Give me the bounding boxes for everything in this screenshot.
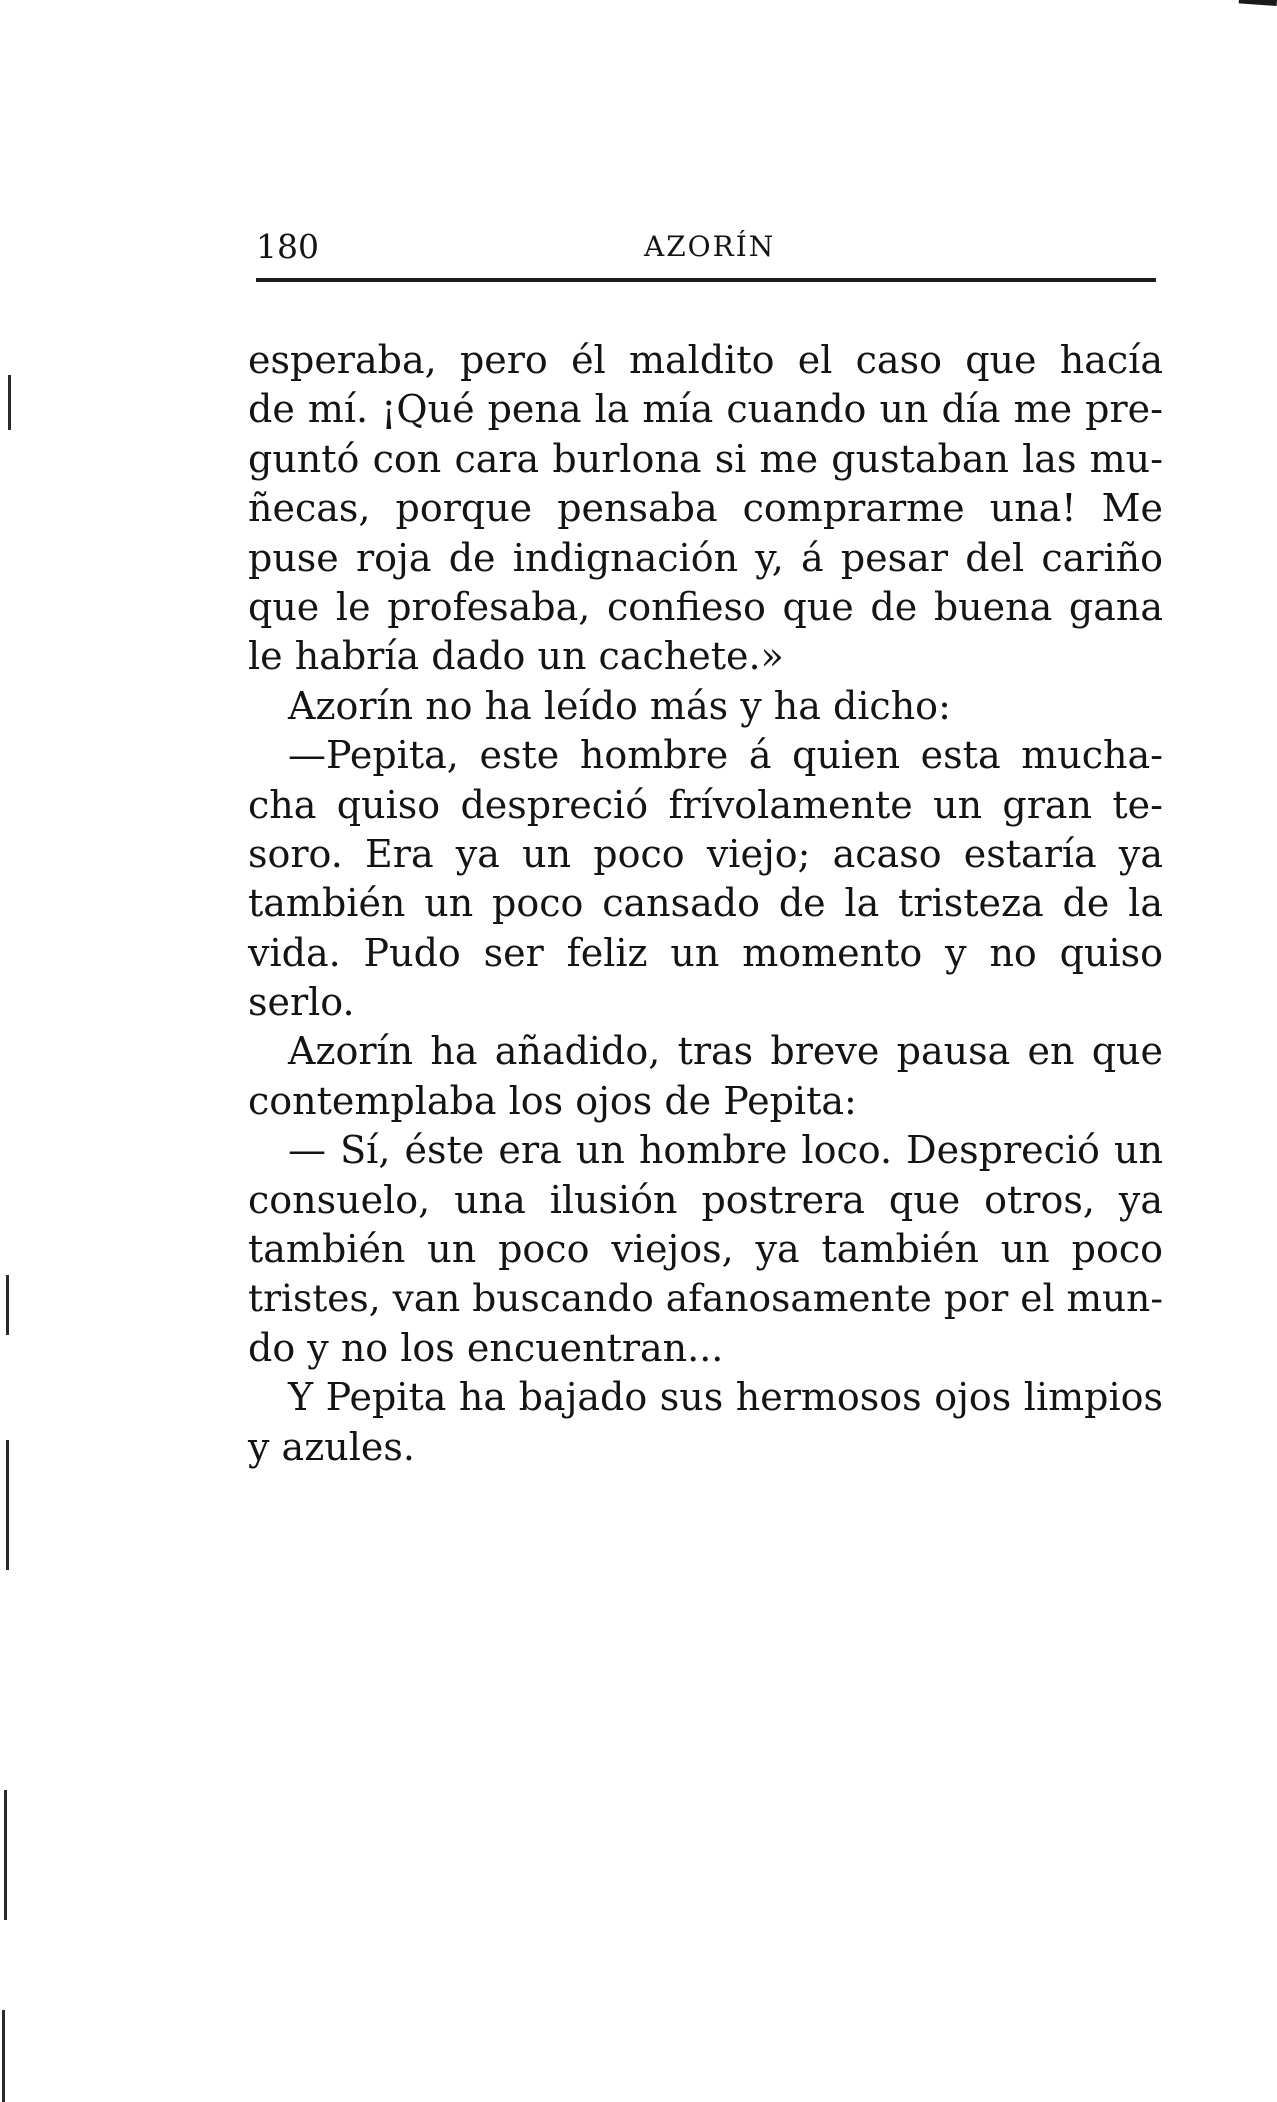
text-line: contemplaba los ojos de Pepita:: [248, 1078, 857, 1123]
text-line: — Sí, éste era un hombre loco. Despreció un: [288, 1128, 1163, 1173]
binding-mark: [6, 1275, 9, 1335]
text-line: puse roja de indignación y, á pesar del cariño: [248, 535, 1163, 580]
text-line: que le profesaba, confieso que de buena gana: [248, 584, 1163, 629]
binding-mark: [4, 1790, 7, 1920]
text-line: tristes, van buscando afanosamente por el mun-: [248, 1276, 1163, 1321]
text-line: do y no los encuentran...: [248, 1325, 724, 1370]
text-line: Y Pepita ha bajado sus hermosos ojos limpios: [288, 1375, 1163, 1420]
body-text: [248, 336, 1163, 1472]
running-head: [256, 224, 1156, 270]
text-line: vida. Pudo ser feliz un momento y no quiso: [248, 930, 1163, 975]
text-line: y azules.: [248, 1424, 415, 1469]
text-line: esperaba, pero él maldito el caso que hacía: [248, 338, 1163, 382]
binding-mark: [6, 1440, 9, 1570]
header-rule: [256, 278, 1156, 282]
text-line: de mí. ¡Qué pena la mía cuando un día me pre-: [248, 387, 1163, 432]
scan-corner-mark: [1239, 0, 1277, 6]
text-line: también un poco cansado de la tristeza de la: [248, 881, 1163, 926]
running-title: AZORÍN: [644, 230, 776, 263]
text-line: le habría dado un cachete.»: [248, 634, 784, 679]
text-line: también un poco viejos, ya también un poco: [248, 1227, 1163, 1272]
text-line: —Pepita, este hombre á quien esta mucha-: [288, 733, 1163, 778]
text-line: ñecas, porque pensaba comprarme una! Me: [248, 486, 1163, 531]
text-line: Azorín no ha leído más y ha dicho:: [288, 683, 951, 728]
text-line: cha quiso despreció frívolamente un gran te-: [248, 782, 1163, 827]
text-line: consuelo, una ilusión postrera que otros, ya: [248, 1177, 1163, 1222]
text-line: Azorín ha añadido, tras breve pausa en que: [288, 1029, 1163, 1074]
text-line: serlo.: [248, 980, 355, 1025]
page-number: 180: [256, 227, 319, 266]
binding-mark: [2, 2010, 5, 2102]
binding-mark: [8, 375, 11, 430]
text-line: soro. Era ya un poco viejo; acaso estaría ya: [248, 831, 1163, 876]
text-line: guntó con cara burlona si me gustaban las mu-: [248, 436, 1163, 481]
